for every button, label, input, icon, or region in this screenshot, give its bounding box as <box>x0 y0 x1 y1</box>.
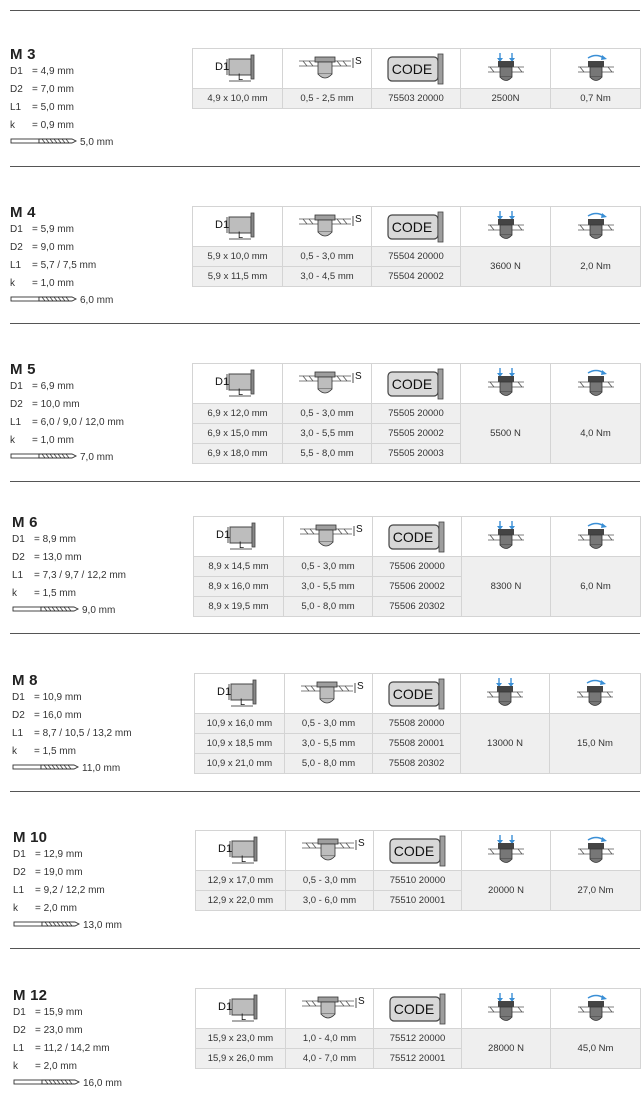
svg-text:L: L <box>237 229 243 240</box>
grip-range-icon <box>285 674 373 714</box>
size-cell: 10,9 x 21,0 mm <box>195 754 285 774</box>
spec-value: = 13,0 mm <box>34 552 82 563</box>
torque-icon <box>551 517 641 557</box>
spec-key: L1 <box>13 885 25 896</box>
drill-row <box>13 918 122 934</box>
spec-key: D1 <box>10 381 23 392</box>
spec-row <box>12 743 132 761</box>
drill-row <box>12 603 126 619</box>
spec-value: = 1,5 mm <box>34 588 76 599</box>
spec-value: = 10,9 mm <box>34 692 82 703</box>
spec-row <box>10 99 113 117</box>
code-icon <box>374 989 462 1029</box>
table-row <box>194 557 641 577</box>
article-code-cell: 75504 20000 <box>372 247 461 267</box>
spec-block <box>10 361 124 466</box>
setting-force-cell: 8300 N <box>462 557 551 617</box>
table-row <box>195 714 641 734</box>
spec-key: k <box>13 903 18 914</box>
rivet-nut-dimension-icon <box>193 49 283 89</box>
thread-size-title: M 5 <box>10 361 36 378</box>
spec-value: = 23,0 mm <box>35 1025 83 1036</box>
drill-bit-icon <box>10 450 80 466</box>
article-code-cell: 75510 20001 <box>374 891 462 911</box>
spec-key: L1 <box>10 260 22 271</box>
rivet-nut-dimension-icon <box>196 831 286 871</box>
size-cell: 15,9 x 26,0 mm <box>196 1049 286 1069</box>
spec-value: = 19,0 mm <box>35 867 83 878</box>
setting-force-cell: 3600 N <box>461 247 551 287</box>
grip-range-icon <box>286 989 374 1029</box>
spec-value: = 5,9 mm <box>32 224 74 235</box>
grip-range-cell: 5,0 - 8,0 mm <box>284 597 373 617</box>
grip-range-cell: 0,5 - 2,5 mm <box>283 89 372 109</box>
code-icon <box>373 517 462 557</box>
spec-row <box>13 882 122 900</box>
spec-key: L1 <box>12 728 24 739</box>
svg-text:CODE: CODE <box>392 685 433 702</box>
torque-icon <box>551 831 641 871</box>
spec-row <box>12 549 126 567</box>
setting-force-icon <box>461 207 551 247</box>
size-cell: 8,9 x 14,5 mm <box>194 557 284 577</box>
article-code-cell: 75512 20001 <box>374 1049 462 1069</box>
torque-cell: 4,0 Nm <box>551 404 641 464</box>
spec-row <box>13 1004 122 1022</box>
spec-key: L1 <box>13 1043 25 1054</box>
grip-range-cell: 0,5 - 3,0 mm <box>285 714 373 734</box>
torque-cell: 45,0 Nm <box>551 1029 641 1069</box>
torque-cell: 0,7 Nm <box>551 89 641 109</box>
grip-range-cell: 5,0 - 8,0 mm <box>285 754 373 774</box>
grip-range-cell: 3,0 - 5,5 mm <box>285 734 373 754</box>
grip-range-cell: 0,5 - 3,0 mm <box>286 871 374 891</box>
spec-value: = 16,0 mm <box>34 710 82 721</box>
drill-row <box>10 293 113 309</box>
torque-cell: 2,0 Nm <box>551 247 641 287</box>
spec-key: D1 <box>13 849 26 860</box>
svg-text:D1: D1 <box>214 60 229 73</box>
article-code-cell: 75505 20002 <box>372 424 461 444</box>
table-row <box>196 1029 641 1049</box>
spec-key: D1 <box>10 66 23 77</box>
svg-text:S: S <box>356 680 364 692</box>
size-cell: 6,9 x 12,0 mm <box>193 404 283 424</box>
size-cell: 15,9 x 23,0 mm <box>196 1029 286 1049</box>
spec-row <box>10 81 113 99</box>
svg-text:D1: D1 <box>214 218 229 231</box>
code-icon <box>372 207 461 247</box>
spec-block <box>12 672 132 777</box>
drill-diameter: 13,0 mm <box>83 920 122 931</box>
torque-icon <box>551 364 641 404</box>
code-icon <box>373 674 461 714</box>
spec-key: L1 <box>12 570 24 581</box>
table-header-row <box>195 674 641 714</box>
section-divider <box>10 948 640 949</box>
spec-key: D2 <box>10 399 23 410</box>
size-cell: 10,9 x 18,5 mm <box>195 734 285 754</box>
spec-row <box>13 1022 122 1040</box>
size-cell: 12,9 x 17,0 mm <box>196 871 286 891</box>
article-code-cell: 75508 20000 <box>373 714 461 734</box>
spec-row <box>10 63 113 81</box>
spec-key: D1 <box>12 534 25 545</box>
variant-table <box>194 673 641 774</box>
article-code-cell: 75506 20000 <box>373 557 462 577</box>
size-cell: 6,9 x 15,0 mm <box>193 424 283 444</box>
torque-cell: 15,0 Nm <box>550 714 641 774</box>
setting-force-icon <box>462 989 551 1029</box>
size-cell: 10,9 x 16,0 mm <box>195 714 285 734</box>
spec-row <box>10 378 124 396</box>
svg-text:CODE: CODE <box>391 375 433 392</box>
spec-value: = 9,0 mm <box>32 242 74 253</box>
spec-value: = 4,9 mm <box>32 66 74 77</box>
grip-range-icon <box>283 207 372 247</box>
table-header-row <box>196 989 641 1029</box>
spec-value: = 2,0 mm <box>35 1061 77 1072</box>
grip-range-cell: 0,5 - 3,0 mm <box>283 404 372 424</box>
table-header-row <box>196 831 641 871</box>
spec-row <box>12 725 132 743</box>
variant-table <box>195 988 641 1069</box>
drill-row <box>10 450 124 466</box>
drill-diameter: 16,0 mm <box>83 1078 122 1089</box>
size-cell: 6,9 x 18,0 mm <box>193 444 283 464</box>
svg-text:CODE: CODE <box>391 218 433 235</box>
article-code-cell: 75506 20002 <box>373 577 462 597</box>
svg-text:CODE: CODE <box>393 1000 434 1017</box>
svg-text:S: S <box>356 523 363 535</box>
article-code-cell: 75508 20001 <box>373 734 461 754</box>
drill-diameter: 6,0 mm <box>80 295 114 306</box>
grip-range-cell: 1,0 - 4,0 mm <box>286 1029 374 1049</box>
svg-text:D1: D1 <box>217 1000 232 1013</box>
variant-table <box>192 48 641 109</box>
drill-bit-icon <box>12 761 82 777</box>
spec-row <box>10 396 124 414</box>
spec-value: = 5,0 mm <box>32 102 74 113</box>
spec-value: = 7,3 / 9,7 / 12,2 mm <box>34 570 126 581</box>
grip-range-cell: 3,0 - 4,5 mm <box>283 267 372 287</box>
size-cell: 8,9 x 16,0 mm <box>194 577 284 597</box>
spec-key: k <box>10 435 15 446</box>
spec-value: = 9,2 / 12,2 mm <box>35 885 105 896</box>
drill-diameter: 11,0 mm <box>82 763 121 774</box>
spec-key: k <box>12 588 17 599</box>
table-header-row <box>193 207 641 247</box>
thread-size-title: M 10 <box>13 829 48 846</box>
spec-row <box>12 567 126 585</box>
drill-bit-icon <box>13 1076 83 1092</box>
spec-row <box>13 864 122 882</box>
setting-force-icon <box>462 517 551 557</box>
spec-key: D2 <box>12 710 25 721</box>
grip-range-cell: 3,0 - 5,5 mm <box>283 424 372 444</box>
section-divider <box>10 323 640 324</box>
torque-icon <box>550 674 641 714</box>
spec-value: = 12,9 mm <box>35 849 83 860</box>
spec-key: D1 <box>13 1007 26 1018</box>
rivet-nut-dimension-icon <box>193 364 283 404</box>
rivet-nut-dimension-icon <box>196 989 286 1029</box>
grip-range-icon <box>284 517 373 557</box>
rivet-nut-dimension-icon <box>195 674 285 714</box>
svg-text:L: L <box>237 71 243 82</box>
grip-range-cell: 5,5 - 8,0 mm <box>283 444 372 464</box>
size-cell: 4,9 x 10,0 mm <box>193 89 283 109</box>
torque-cell: 6,0 Nm <box>551 557 641 617</box>
spec-value: = 8,9 mm <box>34 534 76 545</box>
thread-size-title: M 4 <box>10 204 36 221</box>
spec-key: k <box>13 1061 18 1072</box>
drill-row <box>12 761 132 777</box>
svg-text:L: L <box>239 696 245 707</box>
svg-text:S: S <box>355 213 362 225</box>
spec-value: = 11,2 / 14,2 mm <box>35 1043 110 1054</box>
spec-block <box>10 46 113 151</box>
svg-text:S: S <box>355 370 362 382</box>
table-header-row <box>193 364 641 404</box>
spec-key: D2 <box>10 242 23 253</box>
article-code-cell: 75505 20003 <box>372 444 461 464</box>
rivet-nut-dimension-icon <box>193 207 283 247</box>
spec-value: = 7,0 mm <box>32 84 74 95</box>
size-cell: 8,9 x 19,5 mm <box>194 597 284 617</box>
svg-text:D1: D1 <box>215 528 230 541</box>
spec-value: = 1,5 mm <box>34 746 76 757</box>
article-code-cell: 75503 20000 <box>372 89 461 109</box>
spec-row <box>12 585 126 603</box>
grip-range-cell: 3,0 - 6,0 mm <box>286 891 374 911</box>
thread-size-title: M 8 <box>12 672 38 689</box>
article-code-cell: 75508 20302 <box>373 754 461 774</box>
spec-row <box>12 689 132 707</box>
setting-force-icon <box>462 831 551 871</box>
spec-key: D2 <box>10 84 23 95</box>
svg-text:L: L <box>238 539 244 550</box>
rivet-nut-dimension-icon <box>194 517 284 557</box>
drill-bit-icon <box>10 293 80 309</box>
spec-key: L1 <box>10 417 22 428</box>
variant-table <box>192 206 641 287</box>
svg-text:CODE: CODE <box>391 60 433 77</box>
spec-value: = 2,0 mm <box>35 903 77 914</box>
svg-text:D1: D1 <box>216 685 231 698</box>
svg-text:D1: D1 <box>214 375 229 388</box>
thread-size-title: M 3 <box>10 46 36 63</box>
section-divider <box>10 481 640 482</box>
size-cell: 12,9 x 22,0 mm <box>196 891 286 911</box>
svg-text:CODE: CODE <box>393 842 434 859</box>
torque-icon <box>551 207 641 247</box>
spec-row <box>10 117 113 135</box>
spec-block <box>12 514 126 619</box>
spec-value: = 6,0 / 9,0 / 12,0 mm <box>32 417 124 428</box>
article-code-cell: 75510 20000 <box>374 871 462 891</box>
section-divider <box>10 10 640 11</box>
spec-row <box>13 846 122 864</box>
drill-row <box>13 1076 122 1092</box>
spec-value: = 5,7 / 7,5 mm <box>32 260 97 271</box>
svg-text:L: L <box>237 386 243 397</box>
svg-text:S: S <box>355 55 362 67</box>
spec-row <box>13 900 122 918</box>
spec-key: D2 <box>13 867 26 878</box>
svg-text:L: L <box>240 853 246 864</box>
torque-icon <box>551 989 641 1029</box>
spec-block <box>10 204 113 309</box>
svg-text:D1: D1 <box>217 842 232 855</box>
spec-row <box>12 531 126 549</box>
drill-row <box>10 135 113 151</box>
torque-icon <box>551 49 641 89</box>
table-header-row <box>193 49 641 89</box>
svg-text:S: S <box>357 995 365 1007</box>
svg-text:CODE: CODE <box>392 528 434 545</box>
spec-value: = 1,0 mm <box>32 278 74 289</box>
spec-key: D1 <box>12 692 25 703</box>
variant-table <box>192 363 641 464</box>
setting-force-icon <box>461 364 551 404</box>
article-code-cell: 75505 20000 <box>372 404 461 424</box>
grip-range-icon <box>286 831 374 871</box>
size-cell: 5,9 x 10,0 mm <box>193 247 283 267</box>
spec-block <box>13 829 122 934</box>
spec-key: L1 <box>10 102 22 113</box>
setting-force-cell: 20000 N <box>462 871 551 911</box>
drill-bit-icon <box>12 603 82 619</box>
svg-text:S: S <box>357 837 365 849</box>
grip-range-cell: 0,5 - 3,0 mm <box>284 557 373 577</box>
spec-key: k <box>10 120 15 131</box>
grip-range-cell: 3,0 - 5,5 mm <box>284 577 373 597</box>
spec-row <box>10 275 113 293</box>
grip-range-cell: 0,5 - 3,0 mm <box>283 247 372 267</box>
spec-key: k <box>10 278 15 289</box>
article-code-cell: 75506 20302 <box>373 597 462 617</box>
article-code-cell: 75504 20002 <box>372 267 461 287</box>
size-cell: 5,9 x 11,5 mm <box>193 267 283 287</box>
variant-table <box>193 516 641 617</box>
variant-table <box>195 830 641 911</box>
spec-block <box>13 987 122 1092</box>
spec-value: = 0,9 mm <box>32 120 74 131</box>
code-icon <box>374 831 462 871</box>
setting-force-cell: 28000 N <box>462 1029 551 1069</box>
section-divider <box>10 633 640 634</box>
spec-row <box>10 239 113 257</box>
drill-diameter: 5,0 mm <box>80 137 114 148</box>
table-row <box>193 89 641 109</box>
drill-diameter: 7,0 mm <box>80 452 114 463</box>
table-row <box>193 404 641 424</box>
grip-range-icon <box>283 364 372 404</box>
section-divider <box>10 791 640 792</box>
spec-row <box>13 1040 122 1058</box>
spec-key: D1 <box>10 224 23 235</box>
spec-value: = 6,9 mm <box>32 381 74 392</box>
code-icon <box>372 49 461 89</box>
thread-size-title: M 12 <box>13 987 48 1004</box>
spec-row <box>10 257 113 275</box>
table-row <box>193 247 641 267</box>
spec-value: = 8,7 / 10,5 / 13,2 mm <box>34 728 132 739</box>
spec-value: = 1,0 mm <box>32 435 74 446</box>
drill-bit-icon <box>10 135 80 151</box>
thread-size-title: M 6 <box>12 514 38 531</box>
spec-row <box>10 221 113 239</box>
spec-key: D2 <box>12 552 25 563</box>
section-divider <box>10 166 640 167</box>
torque-cell: 27,0 Nm <box>551 871 641 911</box>
spec-row <box>10 414 124 432</box>
spec-key: D2 <box>13 1025 26 1036</box>
article-code-cell: 75512 20000 <box>374 1029 462 1049</box>
drill-bit-icon <box>13 918 83 934</box>
spec-key: k <box>12 746 17 757</box>
setting-force-cell: 5500 N <box>461 404 551 464</box>
setting-force-cell: 13000 N <box>461 714 550 774</box>
spec-row <box>13 1058 122 1076</box>
drill-diameter: 9,0 mm <box>82 605 116 616</box>
spec-row <box>12 707 132 725</box>
grip-range-cell: 4,0 - 7,0 mm <box>286 1049 374 1069</box>
svg-text:L: L <box>240 1011 246 1022</box>
spec-value: = 10,0 mm <box>32 399 80 410</box>
code-icon <box>372 364 461 404</box>
setting-force-icon <box>461 49 551 89</box>
spec-value: = 15,9 mm <box>35 1007 83 1018</box>
table-row <box>196 871 641 891</box>
spec-row <box>10 432 124 450</box>
setting-force-icon <box>461 674 550 714</box>
grip-range-icon <box>283 49 372 89</box>
setting-force-cell: 2500N <box>461 89 551 109</box>
table-header-row <box>194 517 641 557</box>
